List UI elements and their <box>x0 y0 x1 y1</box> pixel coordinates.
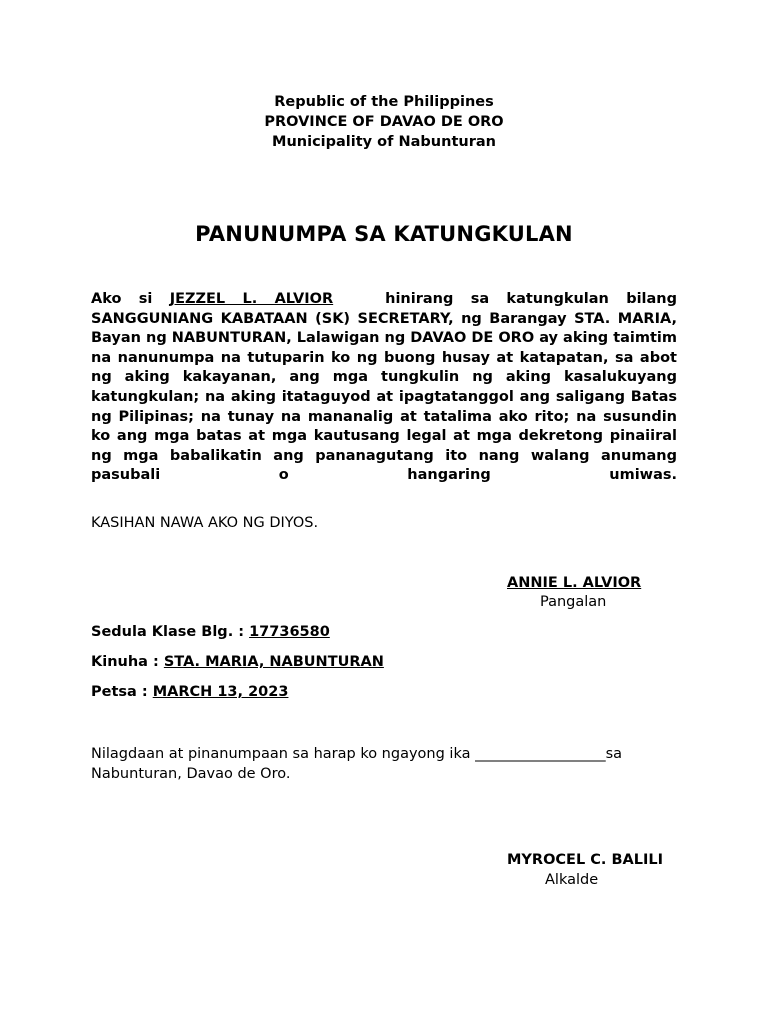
closing-statement: Nilagdaan at pinanumpaan sa harap ko ngayong ika __________________sa Nabunturan, Davao de Oro. <box>91 746 623 782</box>
sedula-field <box>91 624 330 640</box>
oath-paragraph <box>91 290 683 486</box>
kinuha-field <box>91 654 384 670</box>
petsa-label: Petsa : <box>91 684 153 700</box>
document-title: PANUNUMPA SA KATUNGKULAN <box>195 222 573 246</box>
oath-text: hinirang sa katungkulan bilang SANGGUNIANG KABATAAN (SK) SECRETARY, ng Barangay STA. MARIA, Bayan ng NABUNTURAN, Lalawigan ng DAVAO DE ORO ay aking taimtim na nanunumpa na tutuparin ko ng buong husay at katapatan, sa abot ng aking kakayanan, ang mga tungkulin ng aking kasalukuyang katungkulan; na aking itataguyod at ipagtatanggol ang saligang Batas ng Pilipinas; na tunay na mananalig at tatalima ako rito; na susundin ko ang mga batas at mga kautusang legal at mga dekretong pinaiiral ng mga babalikatin ang pananagutang ito nang walang anumang pasubali o hangaring umiwas. <box>91 291 683 484</box>
oath-intro: Ako si <box>91 291 170 307</box>
petsa-field <box>91 684 288 700</box>
kinuha-label: Kinuha : <box>91 654 164 670</box>
signatory-name: ANNIE L. ALVIOR <box>507 575 642 591</box>
signatory-caption: Pangalan <box>540 594 607 610</box>
petsa-value: MARCH 13, 2023 <box>152 684 289 700</box>
document-header <box>0 92 768 152</box>
oath-taker-name: JEZZEL L. ALVIOR <box>169 291 334 307</box>
sedula-value: 17736580 <box>249 624 330 640</box>
mayor-title: Alkalde <box>545 872 599 888</box>
blessing-line: KASIHAN NAWA AKO NG DIYOS. <box>91 515 319 531</box>
header-line-republic: Republic of the Philippines <box>274 94 494 110</box>
header-line-province: PROVINCE OF DAVAO DE ORO <box>264 114 504 130</box>
sedula-label: Sedula Klase Blg. : <box>91 624 250 640</box>
kinuha-value: STA. MARIA, NABUNTURAN <box>163 654 384 670</box>
header-line-municipality: Municipality of Nabunturan <box>272 134 496 150</box>
mayor-name: MYROCEL C. BALILI <box>507 852 663 868</box>
